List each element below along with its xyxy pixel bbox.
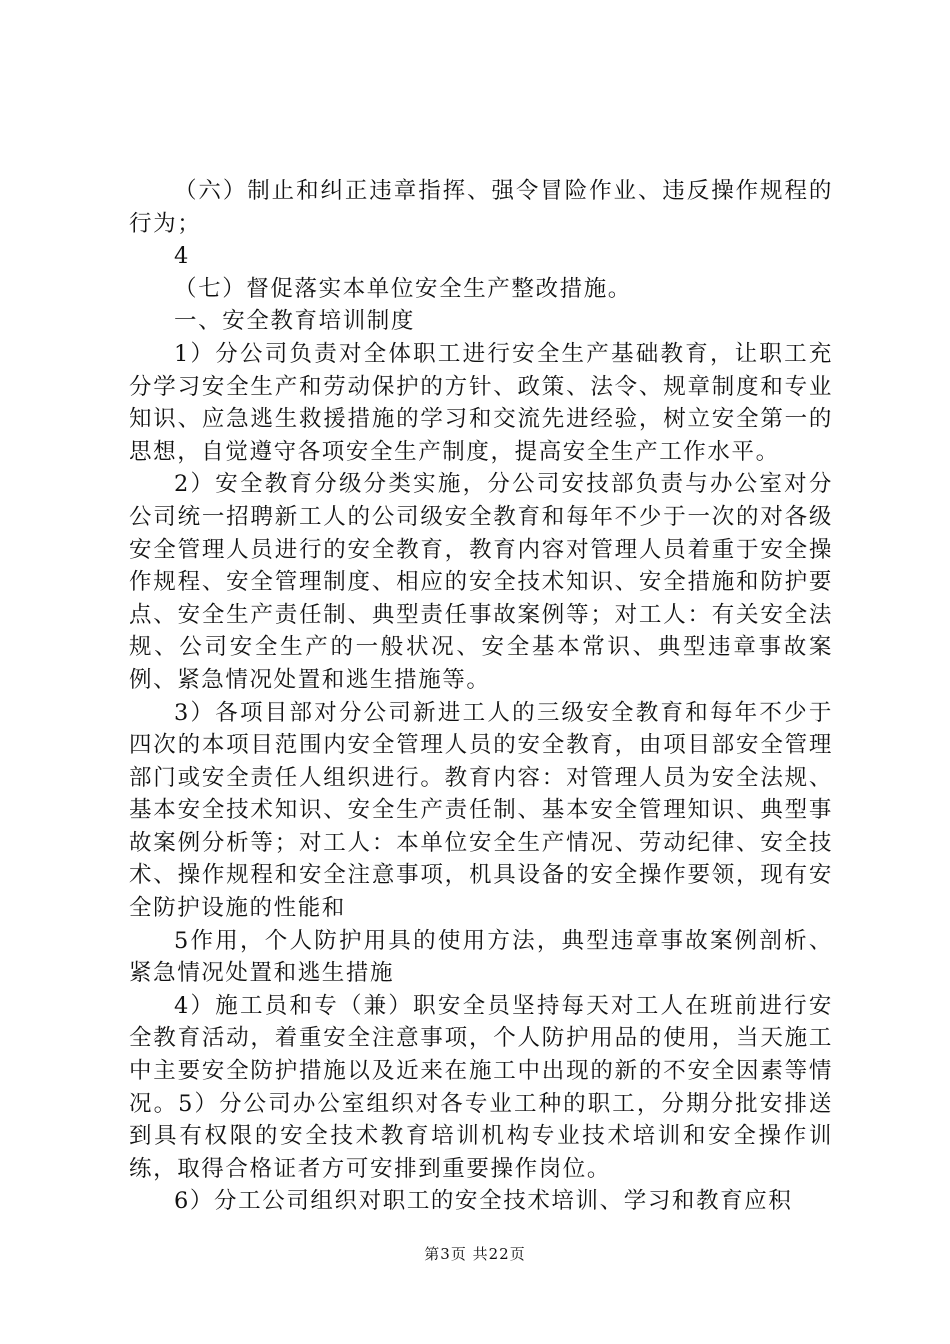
- paragraph-3-continued: 5作用，个人防护用具的使用方法，典型违章事故案例剖析、紧急情况处置和逃生措施: [129, 927, 833, 987]
- paragraph-6: 6）分工公司组织对职工的安全技术培训、学习和教育应积: [174, 1188, 793, 1215]
- document-body: [129, 175, 833, 1218]
- page-number-marker: 4: [174, 243, 190, 270]
- paragraph-2: 2）安全教育分级分类实施，分公司安技部负责与办公室对分公司统一招聘新工人的公司级安全教育和每年不少于一次的对各级安全管理人员进行的安全教育，教育内容对管理人员着重于安全操作规程、安全管理制度、相应的安全技术知识、安全措施和防护要点、安全生产责任制、典型责任事故案例等；对工人：有关安全法规、公司安全生产的一般状况、安全基本常识、典型违章事故案例、紧急情况处置和逃生措施等。: [129, 471, 833, 693]
- paragraph-4-5: 4）施工员和专（兼）职安全员坚持每天对工人在班前进行安全教育活动，着重安全注意事项，个人防护用品的使用，当天施工中主要安全防护措施以及近来在施工中出现的新的不安全因素等情况。5）分公司办公室组织对各专业工种的职工，分期分批安排送到具有权限的安全技术教育培训机构专业技术培训和安全操作训练，取得合格证者方可安排到重要操作岗位。: [129, 992, 833, 1182]
- paragraph-item-7: （七）督促落实本单位安全生产整改措施。: [174, 275, 632, 302]
- section-heading: 一、安全教育培训制度: [174, 308, 416, 335]
- paragraph-1: 1）分公司负责对全体职工进行安全生产基础教育，让职工充分学习安全生产和劳动保护的方针、政策、法令、规章制度和专业知识、应急逃生救援措施的学习和交流先进经验，树立安全第一的思想，自觉遵守各项安全生产制度，提高安全生产工作水平。: [129, 340, 833, 465]
- paragraph-item-6: （六）制止和纠正违章指挥、强令冒险作业、违反操作规程的行为；: [129, 178, 833, 237]
- page-footer: 第3页 共22页: [424, 1245, 526, 1263]
- paragraph-3: 3）各项目部对分公司新进工人的三级安全教育和每年不少于四次的本项目范围内安全管理人员的安全教育，由项目部安全管理部门或安全责任人组织进行。教育内容：对管理人员为安全法规、基本安全技术知识、安全生产责任制、基本安全管理知识、典型事故案例分析等；对工人：本单位安全生产情况、劳动纪律、安全技术、操作规程和安全注意事项，机具设备的安全操作要领，现有安全防护设施的性能和: [129, 699, 833, 922]
